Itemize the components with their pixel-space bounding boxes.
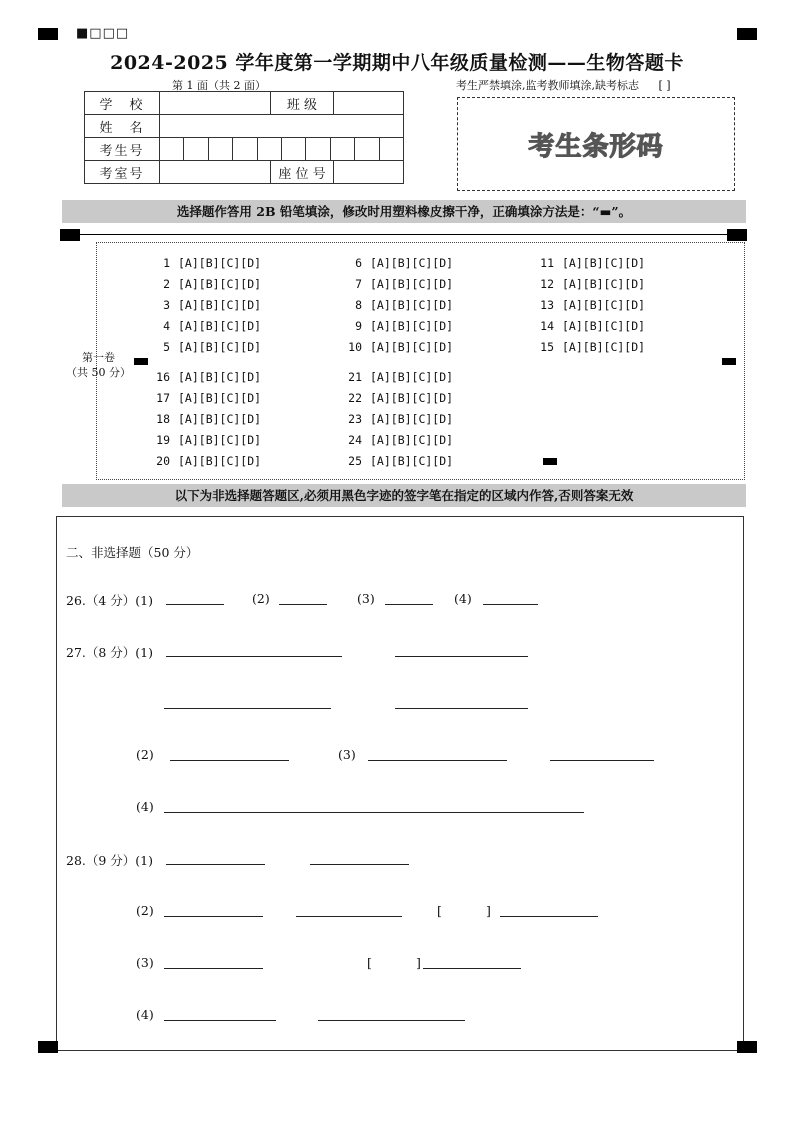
choice-question-10 xyxy=(340,340,453,354)
name-field[interactable] xyxy=(160,115,404,138)
choice-question-3 xyxy=(148,298,261,312)
question-number: 12 xyxy=(540,277,554,291)
q28-answer-3b[interactable] xyxy=(423,968,521,969)
choice-question-11 xyxy=(532,256,645,270)
q27-answer-1c[interactable] xyxy=(164,708,331,709)
q26-part2-label: (2) xyxy=(252,591,270,606)
corner-mark-bottom-right xyxy=(737,1041,757,1053)
choice-question-24 xyxy=(340,433,453,447)
q28-part2-bracket-close: ] xyxy=(486,903,491,918)
choice-question-25 xyxy=(340,454,453,468)
page-id-marks: ■□□□ xyxy=(76,26,130,41)
choice-question-17 xyxy=(148,391,261,405)
exam-no-label: 考生号 xyxy=(85,138,160,161)
room-label: 考室号 xyxy=(85,161,160,184)
q27-answer-4[interactable] xyxy=(164,812,584,813)
choice-question-15 xyxy=(532,340,645,354)
q27-answer-1a[interactable] xyxy=(166,656,342,657)
choice-question-18 xyxy=(148,412,261,426)
question-number: 20 xyxy=(156,454,170,468)
question-number: 7 xyxy=(355,277,362,291)
page-title: 2024-2025 学年度第一学期期中八年级质量检测——生物答题卡 xyxy=(110,52,684,74)
q27-answer-1b[interactable] xyxy=(395,656,528,657)
q26-answer-4[interactable] xyxy=(483,604,538,605)
question-number: 23 xyxy=(348,412,362,426)
q28-part3-bracket-close: ] xyxy=(416,955,421,970)
question-number: 1 xyxy=(163,256,170,270)
q26-answer-2[interactable] xyxy=(279,604,327,605)
answer-options[interactable]: [A][B][C][D] xyxy=(370,340,454,354)
exam-no-field[interactable] xyxy=(160,138,404,161)
q27-answer-3b[interactable] xyxy=(550,760,654,761)
question-number: 22 xyxy=(348,391,362,405)
timing-mark-right xyxy=(722,358,736,365)
q28-answer-1a[interactable] xyxy=(166,864,265,865)
answer-options[interactable]: [A][B][C][D] xyxy=(370,370,454,384)
question-number: 11 xyxy=(540,256,554,270)
q27-label: 27.（8 分）(1) xyxy=(66,645,154,660)
answer-options[interactable]: [A][B][C][D] xyxy=(562,340,646,354)
answer-options[interactable]: [A][B][C][D] xyxy=(370,319,454,333)
choice-question-20 xyxy=(148,454,261,468)
question-number: 16 xyxy=(156,370,170,384)
timing-mark-bottom xyxy=(543,458,557,465)
answer-options[interactable]: [A][B][C][D] xyxy=(178,256,262,270)
question-number: 4 xyxy=(163,319,170,333)
q26-label: 26.（4 分）(1) xyxy=(66,593,154,608)
choice-question-6 xyxy=(340,256,453,270)
q28-part4-label: (4) xyxy=(136,1007,154,1022)
q27-answer-1d[interactable] xyxy=(395,708,528,709)
section2-title: 二、非选择题（50 分） xyxy=(66,545,199,560)
q28-part3-bracket-open: [ xyxy=(367,955,372,970)
choice-question-8 xyxy=(340,298,453,312)
answer-options[interactable]: [A][B][C][D] xyxy=(370,256,454,270)
seat-label: 座 位 号 xyxy=(271,161,334,184)
room-field[interactable] xyxy=(160,161,271,184)
question-number: 17 xyxy=(156,391,170,405)
question-number: 9 xyxy=(355,319,362,333)
school-field[interactable] xyxy=(160,92,271,115)
absent-checkbox[interactable]: [ ] xyxy=(658,79,671,92)
section1-label: 第一卷 （共 50 分） xyxy=(66,351,131,379)
choice-question-2 xyxy=(148,277,261,291)
question-number: 2 xyxy=(163,277,170,291)
q28-answer-3a[interactable] xyxy=(164,968,263,969)
question-number: 8 xyxy=(355,298,362,312)
page-info: 第 1 面（共 2 面） xyxy=(172,79,266,92)
q28-part2-bracket-open: [ xyxy=(437,903,442,918)
answer-options[interactable]: [A][B][C][D] xyxy=(178,340,262,354)
choice-question-7 xyxy=(340,277,453,291)
answer-options[interactable]: [A][B][C][D] xyxy=(562,298,646,312)
choice-question-22 xyxy=(340,391,453,405)
choice-question-1 xyxy=(148,256,261,270)
answer-options[interactable]: [A][B][C][D] xyxy=(178,319,262,333)
question-number: 14 xyxy=(540,319,554,333)
choice-question-9 xyxy=(340,319,453,333)
answer-options[interactable]: [A][B][C][D] xyxy=(178,277,262,291)
answer-options[interactable]: [A][B][C][D] xyxy=(370,277,454,291)
q28-part3-label: (3) xyxy=(136,955,154,970)
answer-options[interactable]: [A][B][C][D] xyxy=(562,277,646,291)
q27-answer-3a[interactable] xyxy=(368,760,507,761)
absent-note: 考生严禁填涂,监考教师填涂,缺考标志 [ ] xyxy=(456,79,671,92)
written-answer-area xyxy=(56,516,744,1051)
q28-answer-2a[interactable] xyxy=(164,916,263,917)
question-number: 6 xyxy=(355,256,362,270)
answer-options[interactable]: [A][B][C][D] xyxy=(370,412,454,426)
answer-options[interactable]: [A][B][C][D] xyxy=(178,433,262,447)
question-number: 21 xyxy=(348,370,362,384)
q28-answer-1b[interactable] xyxy=(310,864,409,865)
answer-options[interactable]: [A][B][C][D] xyxy=(370,454,454,468)
q27-answer-2[interactable] xyxy=(170,760,289,761)
align-mark-left xyxy=(60,229,80,241)
q27-part4-label: (4) xyxy=(136,799,154,814)
question-number: 5 xyxy=(163,340,170,354)
school-label: 学 校 xyxy=(85,92,160,115)
question-number: 13 xyxy=(540,298,554,312)
q26-answer-3[interactable] xyxy=(385,604,433,605)
q28-answer-2c[interactable] xyxy=(500,916,598,917)
q27-part2-label: (2) xyxy=(136,747,154,762)
student-info-table xyxy=(84,91,404,184)
answer-options[interactable]: [A][B][C][D] xyxy=(178,412,262,426)
question-number: 15 xyxy=(540,340,554,354)
q28-answer-2b[interactable] xyxy=(296,916,402,917)
seat-field[interactable] xyxy=(334,161,404,184)
choice-question-12 xyxy=(532,277,645,291)
align-mark-right xyxy=(727,229,747,241)
question-number: 3 xyxy=(163,298,170,312)
q26-part3-label: (3) xyxy=(357,591,375,606)
answer-options[interactable]: [A][B][C][D] xyxy=(562,256,646,270)
q26-answer-1[interactable] xyxy=(166,604,224,605)
choice-instructions: 选择题作答用 2B 铅笔填涂，修改时用塑料橡皮擦干净，正确填涂方法是：“▬”。 xyxy=(62,200,746,223)
corner-mark-top-left xyxy=(38,28,58,40)
barcode-area xyxy=(457,97,735,191)
choice-question-23 xyxy=(340,412,453,426)
q28-label: 28.（9 分）(1) xyxy=(66,853,154,868)
timing-mark-left xyxy=(134,358,148,365)
q27-part3-label: (3) xyxy=(338,747,356,762)
answer-options[interactable]: [A][B][C][D] xyxy=(562,319,646,333)
choice-question-16 xyxy=(148,370,261,384)
name-label: 姓 名 xyxy=(85,115,160,138)
question-number: 10 xyxy=(348,340,362,354)
separator-line xyxy=(78,234,728,235)
choice-question-21 xyxy=(340,370,453,384)
answer-options[interactable]: [A][B][C][D] xyxy=(178,298,262,312)
question-number: 18 xyxy=(156,412,170,426)
answer-options[interactable]: [A][B][C][D] xyxy=(178,391,262,405)
choice-question-5 xyxy=(148,340,261,354)
answer-options[interactable]: [A][B][C][D] xyxy=(370,298,454,312)
q28-answer-4b[interactable] xyxy=(318,1020,465,1021)
answer-options[interactable]: [A][B][C][D] xyxy=(178,370,262,384)
question-number: 24 xyxy=(348,433,362,447)
corner-mark-bottom-left xyxy=(38,1041,58,1053)
choice-question-13 xyxy=(532,298,645,312)
answer-options[interactable]: [A][B][C][D] xyxy=(370,391,454,405)
answer-options[interactable]: [A][B][C][D] xyxy=(370,433,454,447)
corner-mark-top-right xyxy=(737,28,757,40)
nonchoice-instructions: 以下为非选择题答题区,必须用黑色字迹的签字笔在指定的区域内作答,否则答案无效 xyxy=(62,484,746,507)
q28-answer-4a[interactable] xyxy=(164,1020,276,1021)
choice-question-4 xyxy=(148,319,261,333)
question-number: 25 xyxy=(348,454,362,468)
barcode-label: 考生条形码 xyxy=(528,132,664,162)
q26-part4-label: (4) xyxy=(454,591,472,606)
q28-part2-label: (2) xyxy=(136,903,154,918)
class-field[interactable] xyxy=(334,92,404,115)
class-label: 班 级 xyxy=(271,92,334,115)
choice-question-14 xyxy=(532,319,645,333)
question-number: 19 xyxy=(156,433,170,447)
answer-options[interactable]: [A][B][C][D] xyxy=(178,454,262,468)
choice-question-19 xyxy=(148,433,261,447)
